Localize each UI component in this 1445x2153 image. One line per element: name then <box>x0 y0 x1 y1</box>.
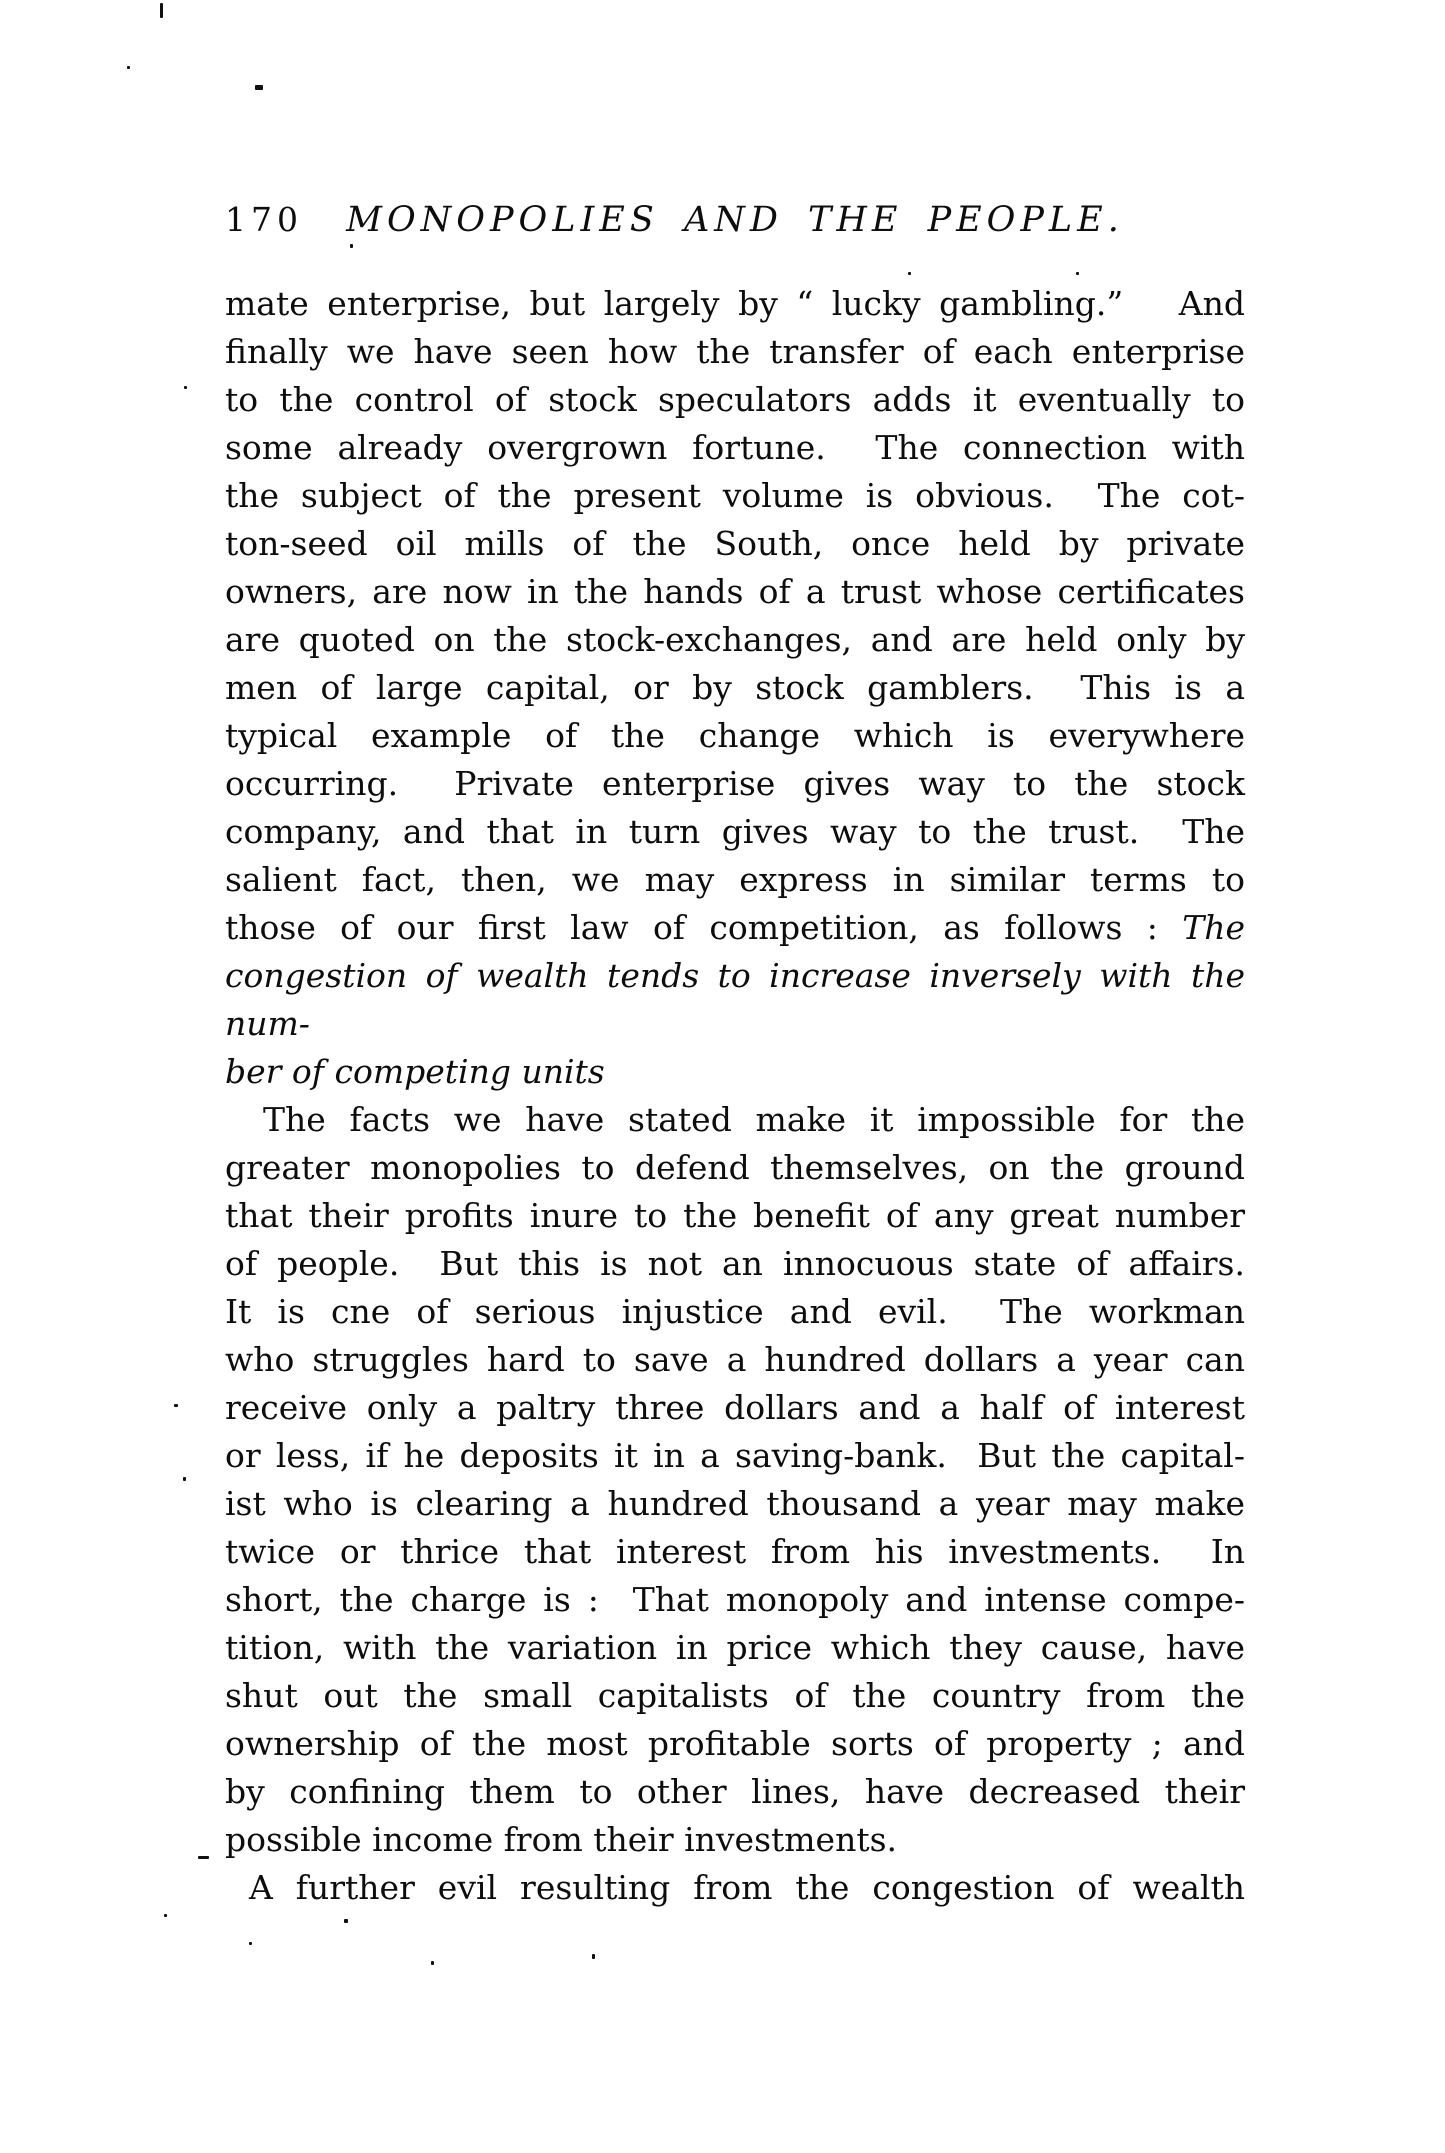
text-line: It is cne of serious injustice and evil. The workman <box>225 1292 1245 1331</box>
text-segment: those of our first law of competition, as follows : <box>225 908 1158 947</box>
text-line: twice or thrice that interest from his investments. In <box>225 1532 1245 1571</box>
text-line: of people. But this is not an innocuous state of affairs. <box>225 1244 1245 1283</box>
scan-speck <box>255 85 263 90</box>
text-line: finally we have seen how the transfer of each enterprise <box>225 332 1245 371</box>
text-line: mate enterprise, but largely by “ lucky gambling.” And <box>225 284 1245 323</box>
text-line: shut out the small capitalists of the country from the <box>225 1676 1245 1715</box>
scan-speck <box>344 1919 348 1923</box>
scan-speck <box>431 1961 434 1965</box>
text-line: men of large capital, or by stock gamblers. This is a <box>225 668 1245 707</box>
scan-speck <box>592 1954 595 1959</box>
text-line: possible income from their investments. <box>225 1820 898 1859</box>
text-line: company, and that in turn gives way to the trust. The <box>225 812 1245 851</box>
text-line: ber of competing units <box>225 1052 605 1091</box>
text-line: that their profits inure to the benefit of any great number <box>225 1196 1245 1235</box>
scan-speck <box>249 1942 252 1945</box>
text-line: greater monopolies to defend themselves, on the ground <box>225 1148 1245 1187</box>
scan-speck <box>160 3 163 18</box>
text-line: salient fact, then, we may express in similar terms to <box>225 860 1245 899</box>
running-title: MONOPOLIES AND THE PEOPLE. <box>346 200 1124 240</box>
scan-speck <box>350 244 353 248</box>
scan-speck <box>908 272 911 275</box>
text-line: tition, with the variation in price which they cause, have <box>225 1628 1245 1667</box>
text-line: The facts we have stated make it impossible for the <box>263 1100 1245 1139</box>
text-line: are quoted on the stock-exchanges, and are held only by <box>225 620 1245 659</box>
text-line: some already overgrown fortune. The connection with <box>225 428 1245 467</box>
text-line: or less, if he deposits it in a saving-bank. But the capital- <box>225 1436 1245 1475</box>
text-line: occurring. Private enterprise gives way to the stock <box>225 764 1245 803</box>
body-text <box>225 280 1245 1912</box>
scan-speck <box>164 1914 167 1917</box>
scan-speck <box>1076 272 1079 275</box>
scan-speck <box>184 386 187 389</box>
text-line: the subject of the present volume is obvious. The cot- <box>225 476 1245 515</box>
text-line: owners, are now in the hands of a trust whose certificates <box>225 572 1245 611</box>
scan-speck <box>127 66 130 69</box>
text-line: who struggles hard to save a hundred dollars a year can <box>225 1340 1245 1379</box>
scan-speck <box>174 1404 178 1407</box>
scan-speck <box>183 1477 186 1481</box>
text-line: ist who is clearing a hundred thousand a year may make <box>225 1484 1245 1523</box>
text-line: short, the charge is : That monopoly and intense compe- <box>225 1580 1245 1619</box>
text-line: ownership of the most profitable sorts of property ; and <box>225 1724 1245 1763</box>
text-line: receive only a paltry three dollars and a half of interest <box>225 1388 1245 1427</box>
text-line: ton-seed oil mills of the South, once held by private <box>225 524 1245 563</box>
text-segment-italic: The <box>1182 908 1245 947</box>
text-line: to the control of stock speculators adds it eventually to <box>225 380 1245 419</box>
text-line <box>225 904 1245 952</box>
text-line: typical example of the change which is everywhere <box>225 716 1245 755</box>
text-line: A further evil resulting from the congestion of wealth <box>249 1868 1245 1907</box>
page-header <box>225 196 1245 246</box>
scan-speck <box>198 1856 209 1859</box>
text-line: by confining them to other lines, have decreased their <box>225 1772 1245 1811</box>
page-number: 170 <box>225 200 303 239</box>
text-line: congestion of wealth tends to increase inversely with the num- <box>225 956 1245 1043</box>
